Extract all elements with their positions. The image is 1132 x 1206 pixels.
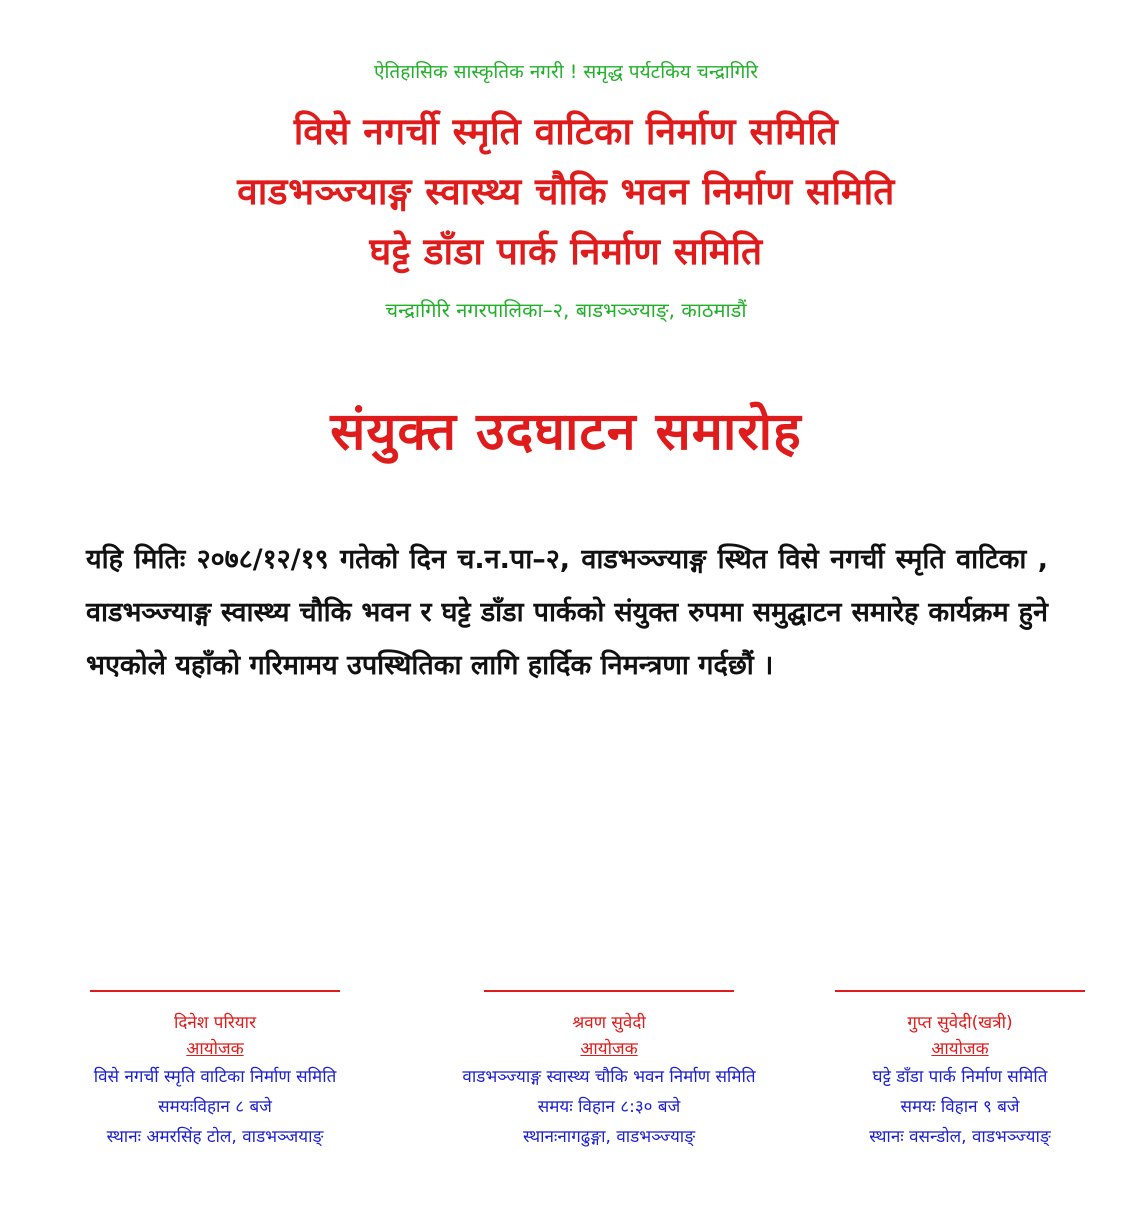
signatory-role: आयोजक: [580, 1039, 638, 1059]
event-title: संयुक्त उदघाटन समारोह: [330, 402, 802, 462]
signatory-committee: विसे नगर्ची स्मृति वाटिका निर्माण समिति: [93, 1067, 337, 1087]
signatory-role: आयोजक: [186, 1039, 244, 1059]
signature-line: [90, 990, 340, 992]
signatory-name: श्रवण सुवेदी: [572, 1013, 646, 1033]
signatory-time: समयः विहान ८:३० बजे: [537, 1097, 681, 1117]
committee-title-1: विसे नगर्ची स्मृति वाटिका निर्माण समिति: [293, 110, 839, 153]
signature-line: [835, 990, 1085, 992]
signatory-committee: वाडभञ्ज्याङ्ग स्वास्थ्य चौकि भवन निर्माण समिति: [462, 1067, 756, 1087]
signature-line: [484, 990, 734, 992]
signatory-committee: घट्टे डाँडा पार्क निर्माण समिति: [872, 1067, 1048, 1087]
address-line: चन्द्रागिरि नगरपालिका–२, बाडभञ्ज्याङ्, काठमाडौं: [385, 298, 747, 322]
signatory-name: गुप्त सुवेदी(खत्री): [907, 1013, 1013, 1033]
signatory-block-1: [40, 990, 390, 1152]
committee-title-3: घट्टे डाँडा पार्क निर्माण समिति: [369, 230, 763, 273]
signatory-block-2: [404, 990, 814, 1152]
tagline: ऐतिहासिक सास्कृतिक नगरी ! समृद्ध पर्यटकिय चन्द्रागिरि: [373, 61, 759, 83]
signatory-block-3: [828, 990, 1092, 1152]
committee-title-2: वाडभञ्ज्याङ्ग स्वास्थ्य चौकि भवन निर्माण समिति: [237, 170, 895, 213]
signatory-place: स्थानः वसन्डोल, वाडभञ्ज्याङ्: [869, 1127, 1051, 1147]
signatory-role: आयोजक: [931, 1039, 989, 1059]
signatory-place: स्थानः अमरसिंह टोल, वाडभञ्जयाङ्: [106, 1127, 324, 1147]
signatory-time: समयः विहान ९ बजे: [900, 1097, 1020, 1117]
signatory-place: स्थानःनागढुङ्गा, वाडभञ्ज्याङ्: [522, 1127, 696, 1147]
signatory-time: समयःविहान ८ बजे: [158, 1097, 272, 1117]
invitation-text: यहि मितिः २०७८/१२/१९ गतेको दिन च.न.पा–२, वाडभञ्ज्याङ्ग स्थित विसे नगर्ची स्मृति वाटिका , वाडभञ्ज्याङ्ग स्वास्थ्य चौकि भवन र घट्टे डाँडा पार्कको संयुक्त रुपमा समुद्घाटन समारेह कार्यक्रम हुने भएकोले यहाँको गरिमामय उपस्थितिका लागि हार्दिक निमन्त्रणा गर्दछौं ।: [86, 544, 1048, 681]
signatory-name: दिनेश परियार: [173, 1013, 257, 1033]
